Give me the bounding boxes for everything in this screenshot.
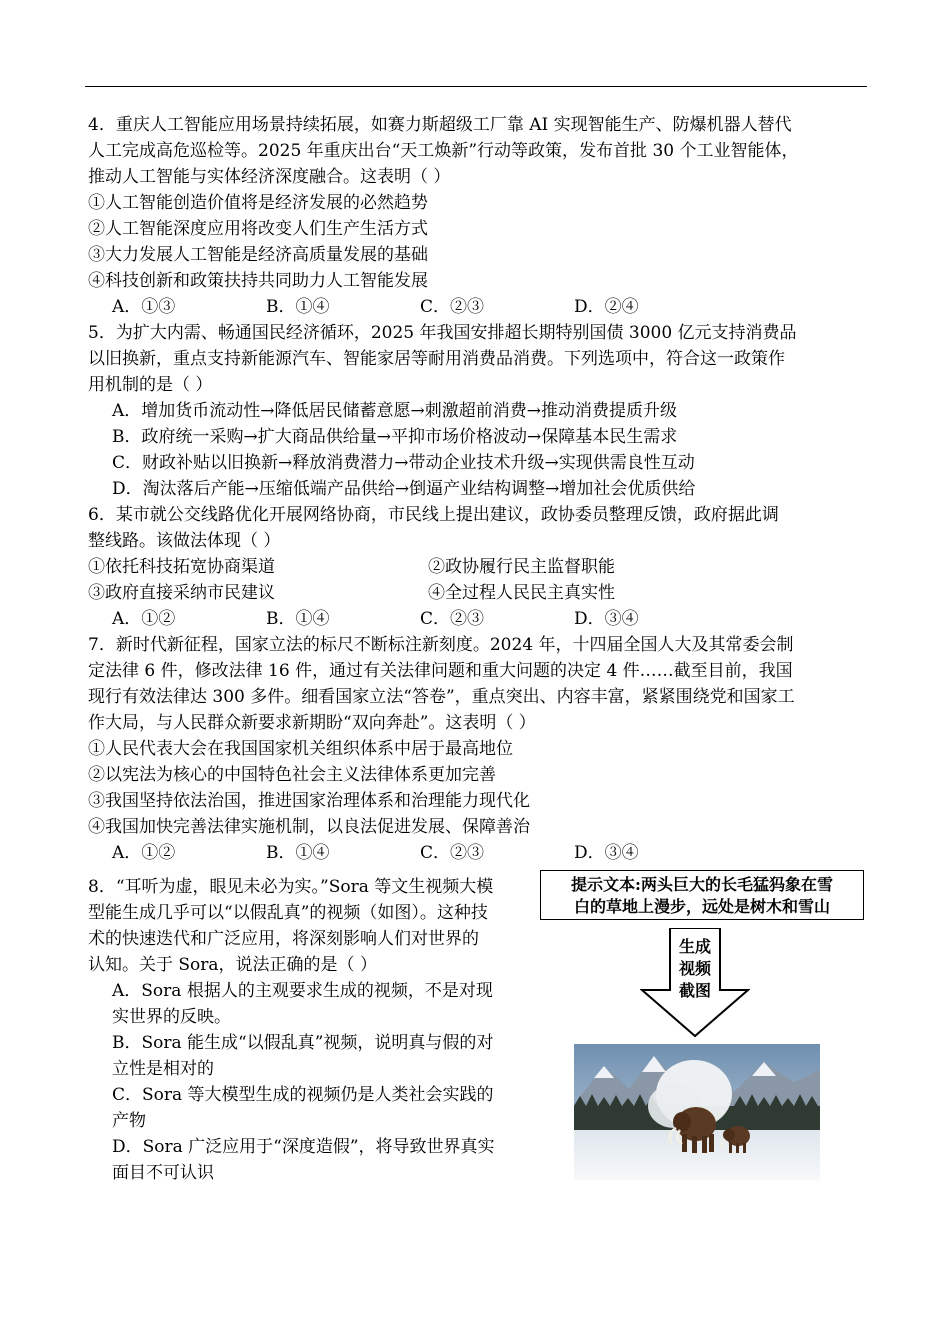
q8-stem-line: 型能生成几乎可以“以假乱真”的视频（如图）。这种技 <box>88 903 488 923</box>
q4-item: ③大力发展人工智能是经济高质量发展的基础 <box>88 245 428 265</box>
q5-stem-line: 5．为扩大内需、畅通国民经济循环，2025 年我国安排超长期特别国债 3000 亿元支持消费品 <box>88 323 797 343</box>
q7-item: ②以宪法为核心的中国特色社会主义法律体系更加完善 <box>88 765 496 785</box>
q6-option-c[interactable]: C．②③ <box>420 609 485 629</box>
q4-option-d[interactable]: D．②④ <box>574 297 639 317</box>
q7-options <box>88 840 870 866</box>
q8-choice-line: 实世界的反映。 <box>112 1007 231 1027</box>
q4-option-a[interactable]: A．①③ <box>112 297 176 317</box>
arrow-label-line: 视频 <box>678 959 711 978</box>
q4-stem-line: 推动人工智能与实体经济深度融合。这表明（ ） <box>88 167 451 187</box>
q8-choice-c[interactable] <box>88 1082 538 1134</box>
q8-choice-line: B．Sora 能生成“以假乱真”视频，说明真与假的对 <box>112 1033 494 1053</box>
question-4 <box>88 112 870 320</box>
q5-choice-a[interactable]: A．增加货币流动性→降低居民储蓄意愿→刺激超前消费→推动消费提质升级 <box>112 401 678 421</box>
q8-choice-a[interactable] <box>88 978 538 1030</box>
q4-options <box>88 294 870 320</box>
arrow-label-line: 生成 <box>678 937 711 956</box>
q7-stem-line: 7．新时代新征程，国家立法的标尺不断标注新刻度。2024 年，十四届全国人大及其常委会制 <box>88 635 794 655</box>
q5-choice-b[interactable]: B．政府统一采购→扩大商品供给量→平抑市场价格波动→保障基本民生需求 <box>112 427 678 447</box>
q6-items-row <box>88 580 870 606</box>
q8-choice-line: 立性是相对的 <box>112 1059 214 1079</box>
q8-choice-line: 面目不可认识 <box>112 1163 214 1183</box>
q4-item: ②人工智能深度应用将改变人们生产生活方式 <box>88 219 428 239</box>
q6-stem-line: 6．某市就公交线路优化开展网络协商，市民线上提出建议，政协委员整理反馈，政府据此调 <box>88 505 779 525</box>
q7-option-a[interactable]: A．①② <box>112 843 176 863</box>
q6-stem-line: 整线路。该做法体现（ ） <box>88 531 281 551</box>
q4-stem-line: 人工完成高危巡检等。2025 年重庆出台“天工焕新”行动等政策，发布首批 30 个工业智能体， <box>88 141 799 161</box>
header-rule <box>85 86 867 87</box>
q8-choice-line: A．Sora 根据人的主观要求生成的视频，不是对现 <box>112 981 493 1001</box>
prompt-text-line: 白的草地上漫步，远处是树木和雪山 <box>573 897 830 916</box>
q6-item: ③政府直接采纳市民建议 <box>88 583 275 603</box>
q7-stem-line: 现行有效法律达 300 多件。细看国家立法“答卷”，重点突出、内容丰富，紧紧围绕党和国家工 <box>88 687 795 707</box>
q8-choice-d[interactable] <box>88 1134 538 1186</box>
q8-stem-line: 8．“耳听为虚，眼见未必为实。”Sora 等文生视频大模 <box>88 877 494 897</box>
question-page <box>88 112 870 866</box>
q8-figure <box>540 870 870 1190</box>
q6-option-a[interactable]: A．①② <box>112 609 176 629</box>
prompt-text-box <box>540 870 864 920</box>
q8-choice-line: C．Sora 等大模型生成的视频仍是人类社会实践的 <box>112 1085 494 1105</box>
q7-item: ①人民代表大会在我国国家机关组织体系中居于最高地位 <box>88 739 513 759</box>
q7-stem-line: 定法律 6 件，修改法律 16 件，通过有关法律问题和重大问题的决定 4 件……截至目前，我国 <box>88 661 793 681</box>
q5-choice-d[interactable]: D．淘汰落后产能→压缩低端产品供给→倒逼产业结构调整→增加社会优质供给 <box>112 479 696 499</box>
arrow-label <box>672 936 718 1002</box>
q7-option-b[interactable]: B．①④ <box>266 843 330 863</box>
q5-choice-c[interactable]: C．财政补贴以旧换新→释放消费潜力→带动企业技术升级→实现供需良性互动 <box>112 453 695 473</box>
q4-option-c[interactable]: C．②③ <box>420 297 485 317</box>
q8-stem-line: 认知。关于 Sora，说法正确的是（ ） <box>88 955 377 975</box>
q7-stem-line: 作大局，与人民群众新要求新期盼“双向奔赴”。这表明（ ） <box>88 713 536 733</box>
q6-item: ④全过程人民民主真实性 <box>428 583 615 603</box>
q6-options <box>88 606 870 632</box>
q8-choice-line: 产物 <box>112 1111 146 1131</box>
q5-stem-line: 用机制的是（ ） <box>88 375 213 395</box>
prompt-text-line: 提示文本:两头巨大的长毛猛犸象在雪 <box>571 875 833 894</box>
q6-items-row <box>88 554 870 580</box>
q6-option-b[interactable]: B．①④ <box>266 609 330 629</box>
q6-option-d[interactable]: D．③④ <box>574 609 639 629</box>
q7-item: ④我国加快完善法律实施机制，以良法促进发展、保障善治 <box>88 817 530 837</box>
q7-option-d[interactable]: D．③④ <box>574 843 639 863</box>
q4-item: ④科技创新和政策扶持共同助力人工智能发展 <box>88 271 428 291</box>
q4-stem-line: 4．重庆人工智能应用场景持续拓展，如赛力斯超级工厂靠 AI 实现智能生产、防爆机器人替代 <box>88 115 792 135</box>
q8-stem-line: 术的快速迭代和广泛应用，将深刻影响人们对世界的 <box>88 929 479 949</box>
q5-stem-line: 以旧换新，重点支持新能源汽车、智能家居等耐用消费品消费。下列选项中，符合这一政策作 <box>88 349 785 369</box>
q8-choice-b[interactable] <box>88 1030 538 1082</box>
q7-option-c[interactable]: C．②③ <box>420 843 485 863</box>
arrow-label-line: 截图 <box>678 981 711 1000</box>
q4-option-b[interactable]: B．①④ <box>266 297 330 317</box>
q4-item: ①人工智能创造价值将是经济发展的必然趋势 <box>88 193 428 213</box>
mammoth-video-screenshot <box>574 1044 820 1180</box>
q7-item: ③我国坚持依法治国，推进国家治理体系和治理能力现代化 <box>88 791 530 811</box>
question-8 <box>88 874 538 1186</box>
q8-choice-line: D．Sora 广泛应用于“深度造假”，将导致世界真实 <box>112 1137 495 1157</box>
q6-item: ②政协履行民主监督职能 <box>428 557 615 577</box>
question-6 <box>88 502 870 632</box>
question-5 <box>88 320 870 502</box>
question-7 <box>88 632 870 866</box>
q6-item: ①依托科技拓宽协商渠道 <box>88 557 275 577</box>
